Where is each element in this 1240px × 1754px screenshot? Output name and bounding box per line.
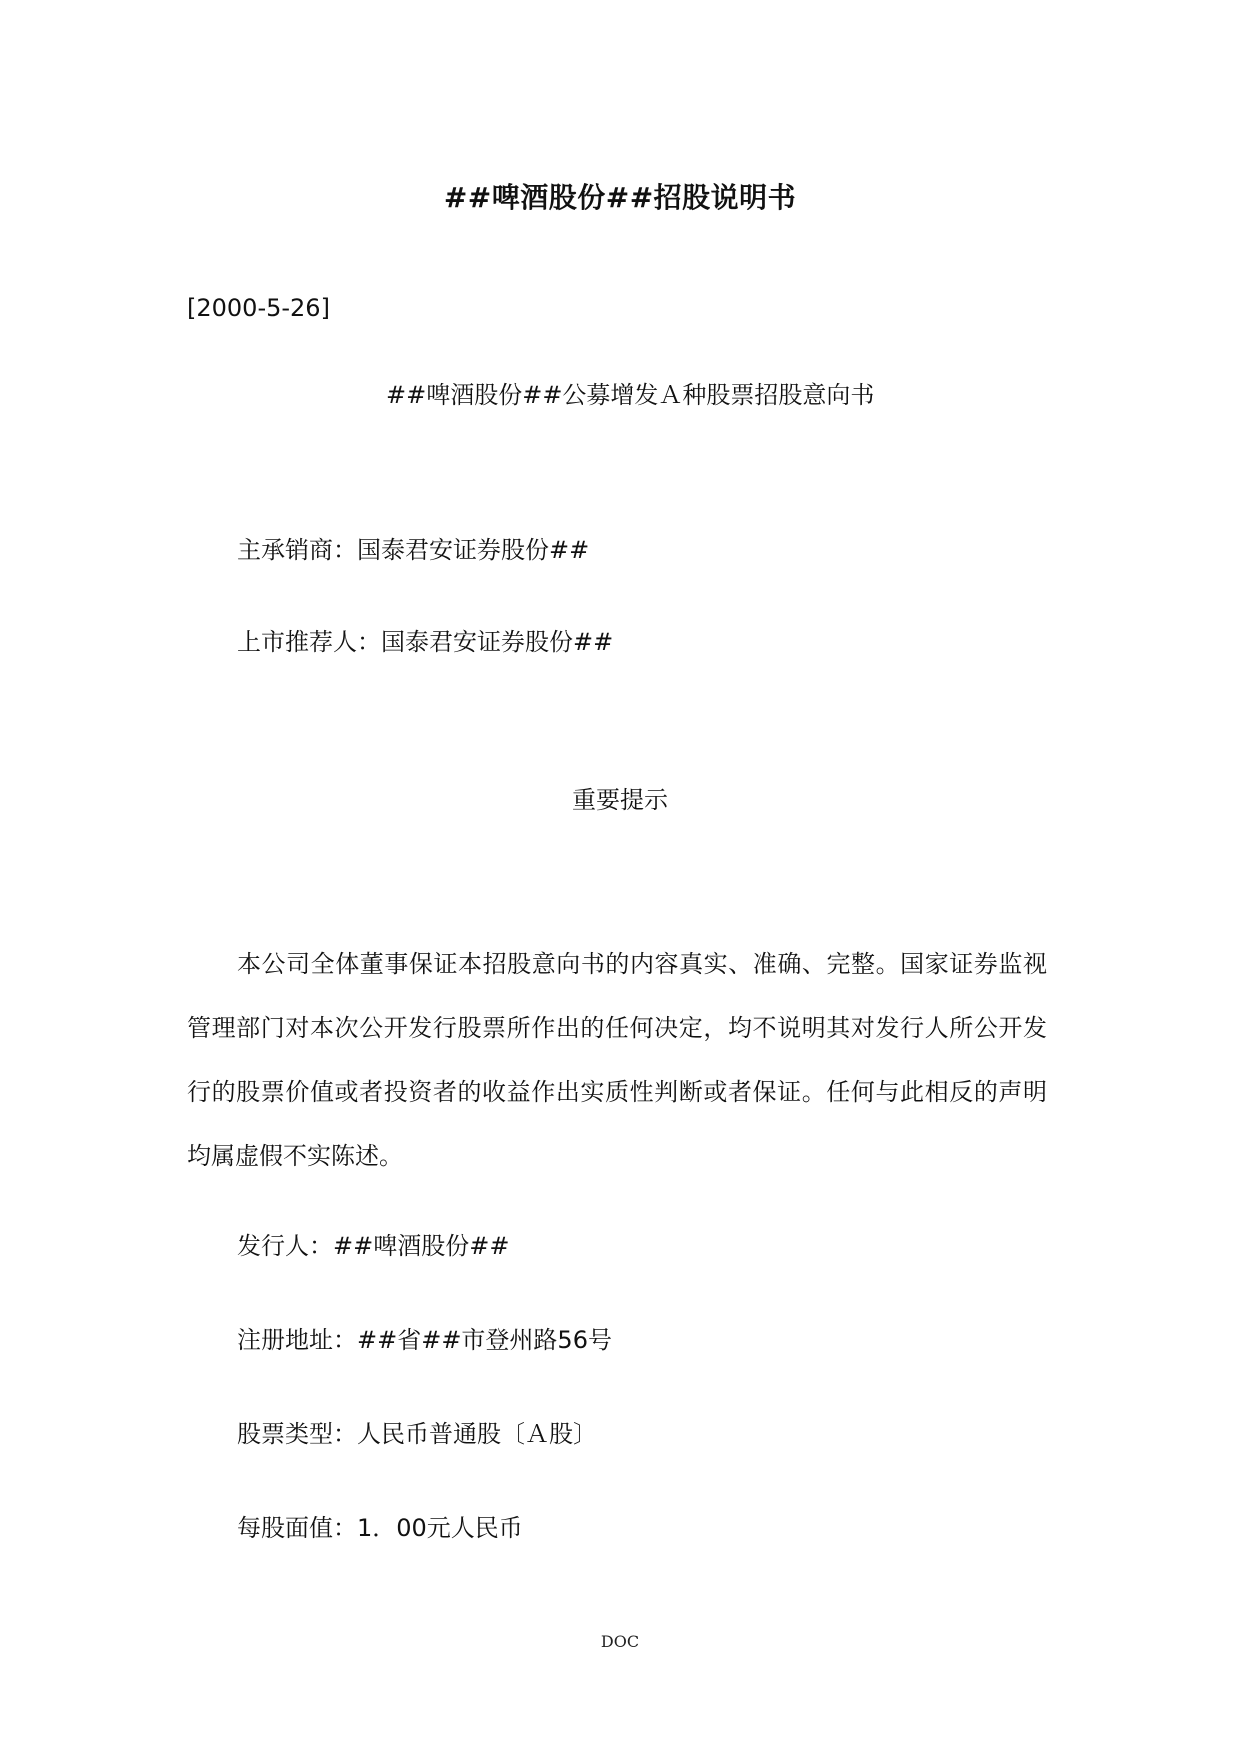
document-title: ##啤酒股份##招股说明书: [443, 181, 797, 214]
notice-paragraph: 本公司全体董事保证本招股意向书的内容真实、准确、完整。国家证券监视管理部门对本次公开发行股票所作出的任何决定，均不说明其对发行人所公开发行的股票价值或者投资者的收益作出实质性判断或者保证。任何与此相反的声明均属虚假不实陈述。: [187, 950, 1047, 1170]
issuer-line: 发行人：##啤酒股份##: [237, 1232, 510, 1260]
section-title: 重要提示: [572, 786, 668, 814]
document-date: [2000-5-26]: [187, 294, 330, 322]
page-footer: DOC: [600, 1632, 640, 1651]
document-subtitle: ##啤酒股份##公募增发Ａ种股票招股意向书: [386, 381, 875, 409]
underwriter-line: 主承销商：国泰君安证券股份##: [237, 536, 590, 564]
address-line: 注册地址：##省##市登州路56号: [237, 1326, 612, 1354]
par-value-line: 每股面值：1．00元人民币: [237, 1514, 523, 1542]
stock-type-line: 股票类型：人民币普通股〔Ａ股〕: [237, 1420, 597, 1448]
sponsor-line: 上市推荐人：国泰君安证券股份##: [237, 628, 614, 656]
